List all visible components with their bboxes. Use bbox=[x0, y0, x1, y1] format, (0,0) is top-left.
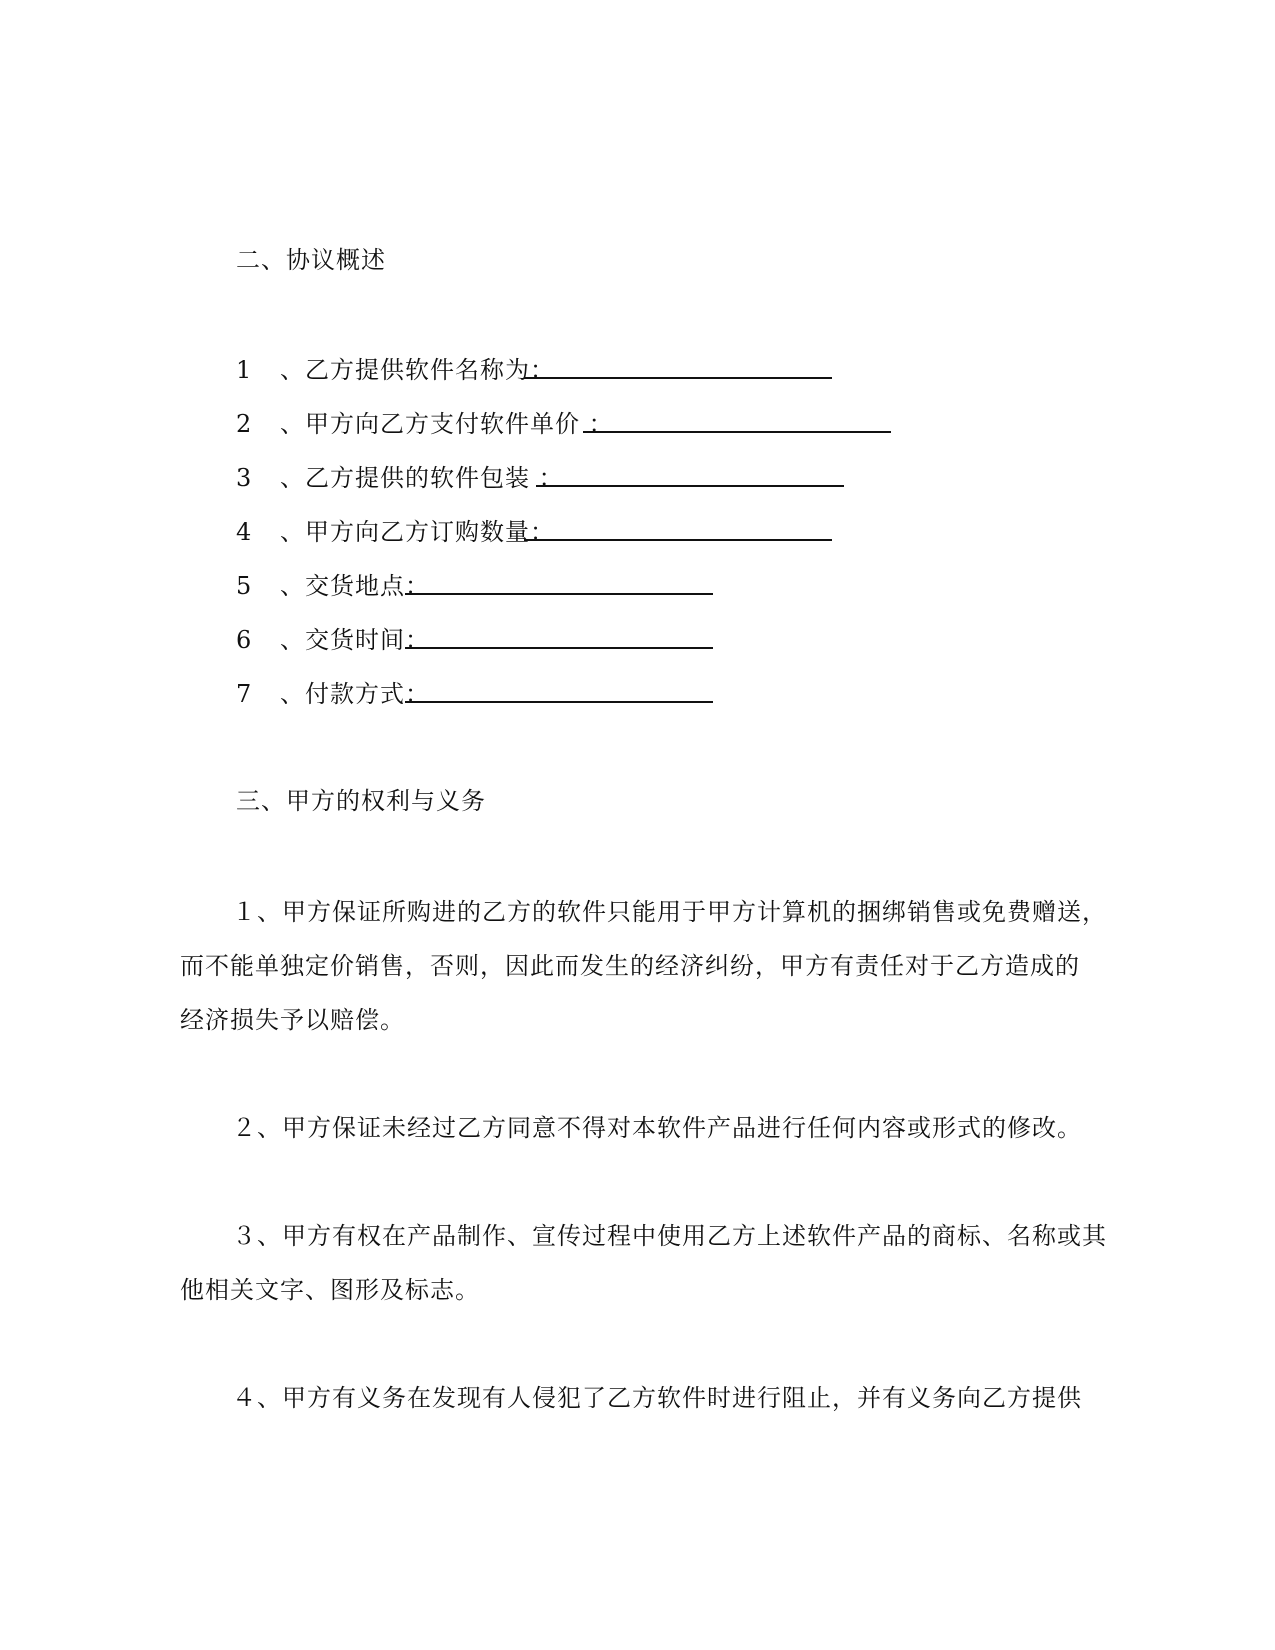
order-quantity-blank[interactable] bbox=[524, 539, 832, 541]
field-order-quantity bbox=[236, 517, 555, 547]
field-payment-method bbox=[236, 679, 430, 709]
field-label: 、付款方式： bbox=[280, 680, 430, 708]
field-label: 、交货时间： bbox=[280, 626, 430, 654]
field-delivery-place bbox=[236, 571, 430, 601]
paragraph-3-line-2: 他相关文字、图形及标志。 bbox=[180, 1276, 480, 1304]
software-name-blank[interactable] bbox=[524, 377, 832, 379]
field-number: 7 bbox=[236, 680, 253, 708]
payment-method-blank[interactable] bbox=[405, 701, 713, 703]
paragraph-1-line-1: １、甲方保证所购进的乙方的软件只能用于甲方计算机的捆绑销售或免费赠送， bbox=[232, 898, 1107, 926]
field-number: 2 bbox=[236, 410, 253, 438]
field-delivery-time bbox=[236, 625, 430, 655]
field-number: 5 bbox=[236, 572, 253, 600]
field-label: 、交货地点： bbox=[280, 572, 430, 600]
field-unit-price bbox=[236, 409, 614, 439]
field-label: 、乙方提供软件名称为： bbox=[280, 356, 555, 384]
packaging-blank[interactable] bbox=[536, 485, 844, 487]
field-label: 、甲方向乙方支付软件单价 ： bbox=[280, 410, 614, 438]
delivery-place-blank[interactable] bbox=[405, 593, 713, 595]
section-3-heading: 三、甲方的权利与义务 bbox=[236, 787, 486, 815]
paragraph-4-line-1: ４、甲方有义务在发现有人侵犯了乙方软件时进行阻止，并有义务向乙方提供 bbox=[232, 1384, 1082, 1412]
field-number: 4 bbox=[236, 518, 253, 546]
delivery-time-blank[interactable] bbox=[405, 647, 713, 649]
unit-price-blank[interactable] bbox=[583, 431, 891, 433]
paragraph-1-line-2: 而不能单独定价销售，否则，因此而发生的经济纠纷，甲方有责任对于乙方造成的 bbox=[180, 952, 1080, 980]
field-packaging bbox=[236, 463, 564, 493]
field-label: 、乙方提供的软件包装 ： bbox=[280, 464, 564, 492]
field-software-name bbox=[236, 355, 555, 385]
section-2-heading: 二、协议概述 bbox=[236, 246, 386, 274]
field-number: 6 bbox=[236, 626, 253, 654]
paragraph-2-line-1: ２、甲方保证未经过乙方同意不得对本软件产品进行任何内容或形式的修改。 bbox=[232, 1114, 1082, 1142]
field-number: 3 bbox=[236, 464, 253, 492]
paragraph-1-line-3: 经济损失予以赔偿。 bbox=[180, 1006, 405, 1034]
paragraph-3-line-1: ３、甲方有权在产品制作、宣传过程中使用乙方上述软件产品的商标、名称或其 bbox=[232, 1222, 1107, 1250]
field-label: 、甲方向乙方订购数量： bbox=[280, 518, 555, 546]
field-number: 1 bbox=[236, 356, 253, 384]
